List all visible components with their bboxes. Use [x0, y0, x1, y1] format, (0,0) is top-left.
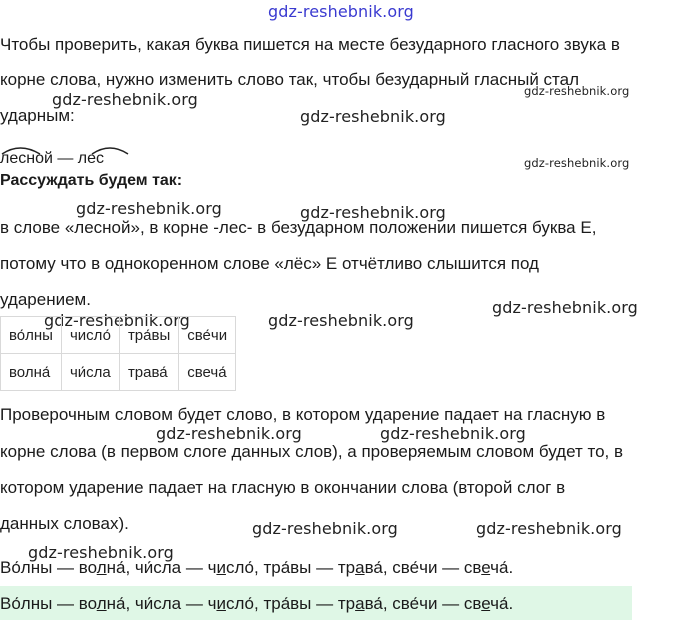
watermark: gdz-reshebnik.org [252, 519, 398, 538]
table-cell: трава́ [119, 354, 178, 391]
explanation-line-4: данных словах). [0, 514, 129, 533]
rule-line-1: Чтобы проверить, какая буква пишется на месте безударного гласного звука в [0, 35, 620, 54]
watermark: gdz-reshebnik.org [156, 424, 302, 443]
rule-line-3: ударным: [0, 106, 75, 125]
watermark: gdz-reshebnik.org [28, 543, 174, 562]
table-cell: тра́вы [119, 317, 178, 354]
table-cell: во́лны [1, 317, 62, 354]
watermark: gdz-reshebnik.org [524, 156, 630, 170]
table-cell: чи́сла [61, 354, 119, 391]
answer-line: Во́лны — волна́, чи́сла — число́, тра́вы — трава́, све́чи — свеча́. [0, 558, 514, 577]
table-row [1, 317, 236, 354]
reasoning-line-1: в слове «лесной», в корне -лес- в безударном положении пишется буква Е, [0, 218, 597, 237]
watermark: gdz-reshebnik.org [300, 203, 446, 222]
reasoning-line-2: потому что в однокоренном слове «лёс» Е отчётливо слышится под [0, 254, 539, 273]
watermark: gdz-reshebnik.org [44, 311, 190, 330]
table-cell: число́ [61, 317, 119, 354]
table-cell: свеча́ [179, 354, 236, 391]
explanation-line-3: котором ударение падает на гласную в окончании слова (второй слог в [0, 478, 566, 497]
rule-line-2: корне слова, нужно изменить слово так, чтобы безударный гласный стал [0, 70, 580, 89]
watermark: gdz-reshebnik.org [52, 90, 198, 109]
explanation-line-1: Проверочным словом будет слово, в котором ударение падает на гласную в [0, 405, 606, 424]
reasoning-heading: Рассуждать будем так: [0, 172, 183, 189]
table-cell: волна́ [1, 354, 62, 391]
watermark: gdz-reshebnik.org [380, 424, 526, 443]
watermark: gdz-reshebnik.org [524, 84, 630, 98]
watermark: gdz-reshebnik.org [268, 311, 414, 330]
table-cell: све́чи [179, 317, 236, 354]
watermark: gdz-reshebnik.org [492, 298, 638, 317]
watermark: gdz-reshebnik.org [476, 519, 622, 538]
reasoning-line-3: ударением. [0, 290, 91, 309]
example-line: лесной — лес [0, 150, 105, 164]
words-table [0, 316, 236, 391]
watermark: gdz-reshebnik.org [300, 107, 446, 126]
watermark-top: gdz-reshebnik.org [268, 2, 414, 21]
table-row [1, 354, 236, 391]
answer-highlight-text: Во́лны — волна́, чи́сла — число́, тра́вы — трава́, све́чи — свеча́. [0, 594, 514, 613]
answer-highlight [0, 586, 632, 620]
explanation-line-2: корне слова (в первом слоге данных слов), а проверяемым словом будет то, в [0, 442, 624, 461]
watermark: gdz-reshebnik.org [76, 199, 222, 218]
